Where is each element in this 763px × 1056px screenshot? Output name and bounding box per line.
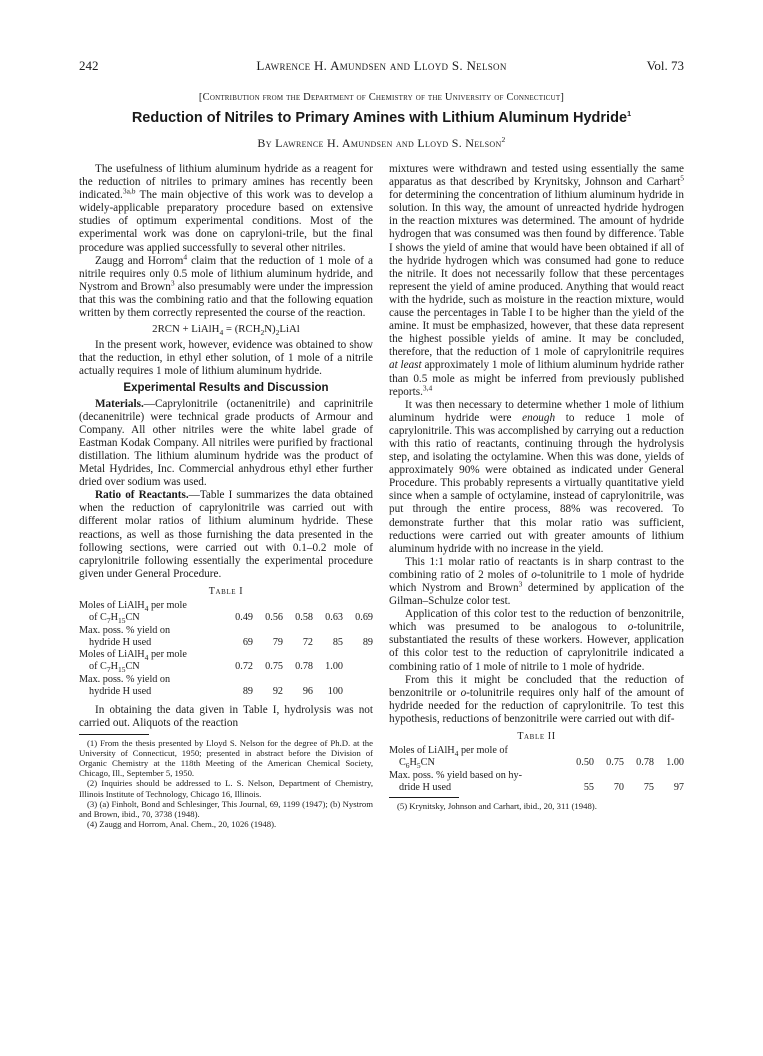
table-cell: 100 <box>327 686 343 698</box>
table-cell <box>343 674 373 686</box>
row-label: Max. poss. % yield based on hy- <box>389 769 522 781</box>
table-cell: 97 <box>673 782 684 794</box>
section-heading: Experimental Results and Discussion <box>123 381 329 394</box>
article-title <box>79 110 684 126</box>
table-cell <box>223 674 253 686</box>
table-cell <box>343 661 373 673</box>
paragraph: From this it might be concluded that the reduction of benzonitrile or o-tolunitrile requires only half of the amount of hydride needed for the reduction of caprylonitrile. To test this hypothesis, reductions of benzonitrile were carried out with dif- <box>389 673 685 725</box>
running-header <box>79 58 684 78</box>
run-in-heading: Materials. <box>95 397 144 410</box>
title-text: Reduction of Nitriles to Primary Amines with Lithium Aluminum Hydride <box>131 110 628 126</box>
table-cell <box>564 770 594 782</box>
left-column <box>79 163 373 829</box>
paragraph: This 1:1 molar ratio of reactants is in sharp contrast to the combining ratio of 2 moles of o-tolunitrile to 1 mole of hydride which Nystrom and Brown$^3$ determined by application of the Gilman–Schulze color test. <box>389 555 685 608</box>
table-cell: 0.75 <box>606 757 624 769</box>
table-cell <box>283 649 313 661</box>
table-cell <box>313 600 343 612</box>
footnote: (3) (a) Finholt, Bond and Schlesinger, This Journal, 69, 1199 (1947); (b) Nystrom and Brown, ibid., 70, 3738 (1948). <box>79 798 373 819</box>
table-cell <box>564 745 594 757</box>
paragraph: In the present work, however, evidence was obtained to show that the reduction, in ethyl ether solution, of 1 mole of a nitrile actually requires 1 mole of lithium aluminum hydride. <box>79 339 373 378</box>
table-cell <box>594 745 624 757</box>
table-row <box>79 674 373 686</box>
row-label: Moles of LiAlH$_4$ per mole <box>79 649 187 663</box>
table-row <box>389 757 684 769</box>
row-label: Moles of LiAlH$_4$ per mole <box>79 600 187 614</box>
paragraph: The usefulness of lithium aluminum hydride as a reagent for the reduction of nitriles to primary amines has recently been indicated.$^{3a,b}$ The main objective of this work was to develop a widely-applicable preparatory procedure based on extensive studies of optimum experimental conditions. Most of the experimental work was done on capryloni-trile, but the final procedure was applied successfully to several other nitriles. <box>79 163 373 254</box>
footnote: (2) Inquiries should be addressed to L. S. Nelson, Department of Chemistry, Illinois Institute of Technology, Chicago 16, Illinois. <box>79 778 373 799</box>
reaction-equation: 2RCN + LiAlH$_4$ = $(RCH_2N)_2LiAl$ <box>152 323 300 338</box>
table-cell: 0.69 <box>355 612 373 624</box>
table-row <box>79 625 373 637</box>
table-cell <box>343 625 373 637</box>
right-column <box>389 163 684 812</box>
paragraph: It was then necessary to determine whether 1 mole of lithium aluminum hydride were enough to reduce 1 mole of caprylonitrile. This was accomplished by carrying out a reduction with this ratio of reactants, continuing through the hydrolysis step, and isolating the octylamine. When this was done, yields of approximately 90% were obtained as indicated under General Procedure. This probably represents a virtually quantitative yield since when a sample of octylamine, instead of caprylonitrile, was put through the entire process, 88% was recovered. To demonstrate further that this molar ratio was sufficient, reductions were carried out with greater amounts of lithium aluminum hydride with no increase in the yield. <box>389 398 685 555</box>
table-1 <box>79 600 373 698</box>
footnote-rule <box>79 734 149 735</box>
table-row <box>389 770 684 782</box>
table-cell <box>223 600 253 612</box>
table-cell <box>313 625 343 637</box>
table-row <box>79 686 373 698</box>
table-row <box>79 661 373 673</box>
table-cell: 72 <box>302 636 313 648</box>
table-cell: 0.56 <box>265 612 283 624</box>
table-cell: 70 <box>613 782 624 794</box>
footnote-rule <box>389 797 459 798</box>
table-cell: 55 <box>583 782 594 794</box>
table-caption: Table I <box>208 585 244 597</box>
row-label: hydride H used <box>89 636 152 648</box>
table-cell: 75 <box>643 782 654 794</box>
table-row <box>79 637 373 649</box>
byline <box>79 136 684 151</box>
table-row <box>389 745 684 757</box>
table-cell <box>283 600 313 612</box>
table-row <box>79 600 373 612</box>
table-cell <box>253 649 283 661</box>
table-cell: 1.00 <box>666 757 684 769</box>
paragraph: In obtaining the data given in Table I, hydrolysis was not carried out. Aliquots of the reaction <box>79 704 373 730</box>
table-cell <box>283 674 313 686</box>
table-cell: 89 <box>242 686 253 698</box>
row-label: Max. poss. % yield on <box>79 673 171 685</box>
byline-footnote-mark: 2 <box>501 135 506 144</box>
table-cell: 96 <box>302 686 313 698</box>
table-cell <box>343 649 373 661</box>
table-cell: 79 <box>272 636 283 648</box>
table-2 <box>389 745 684 794</box>
volume-label: Vol. 73 <box>646 58 684 73</box>
table-cell <box>624 745 654 757</box>
page-number: 242 <box>79 58 99 73</box>
table-row <box>79 612 373 624</box>
paragraph-ratio: Ratio of Reactants.—Table I summarizes the data obtained when the reduction of caprylonitrile was carried out with different molar ratios of lithium aluminum hydride. These reactions, as well as those furnishing the data presented in the following sections, were carried out with 0.1–0.2 mole of caprylonitrile following essentially the experimental procedure given under General Procedure. <box>79 489 373 580</box>
table-cell <box>253 674 283 686</box>
contribution-line: [Contribution from the Department of Chemistry of the University of Connecticut] <box>198 92 565 103</box>
paragraph: Application of this color test to the reduction of benzonitrile, which was presumed to be analogous to o-tolunitrile, substantiated the results of these workers. However, application of this color test to the reduction of caprylonitrile indicated a combining ratio of 1 mole of nitrile to 1 mole of hydride. <box>389 608 684 673</box>
table-row <box>79 649 373 661</box>
row-label: of $C_7H_{15}CN$ <box>89 661 140 675</box>
table-cell <box>283 625 313 637</box>
table-cell: 0.78 <box>636 757 654 769</box>
footnotes-right <box>389 797 684 811</box>
row-label: Moles of LiAlH$_4$ per mole of <box>389 745 508 759</box>
table-caption: Table II <box>517 731 556 743</box>
table-cell <box>223 625 253 637</box>
table-cell: 85 <box>332 636 343 648</box>
footnotes-left <box>79 734 373 830</box>
running-title: Lawrence H. Amundsen and Lloyd S. Nelson <box>256 58 507 73</box>
table-cell <box>343 686 373 698</box>
table-cell: 92 <box>272 686 283 698</box>
table-cell: 0.58 <box>295 612 313 624</box>
table-cell: 69 <box>242 636 253 648</box>
table-cell: 0.49 <box>235 612 253 624</box>
paragraph: Zaugg and Horrom$^4$ claim that the reduction of 1 mole of a nitrile requires only 0.5 mole of lithium aluminum hydride, and Nystrom and Brown$^3$ also presumably were under the impression that this was the combining ratio and that the following equation written by them correctly represented the course of the reaction. <box>79 251 374 320</box>
row-label: Max. poss. % yield on <box>79 624 171 636</box>
row-label: of $C_7H_{15}CN$ <box>89 612 140 626</box>
table-cell: 0.78 <box>295 661 313 673</box>
footnote: (4) Zaugg and Horrom, Anal. Chem., 20, 1026 (1948). <box>87 819 277 830</box>
table-cell: 0.72 <box>235 661 253 673</box>
table-cell <box>313 649 343 661</box>
paragraph-materials: Materials.—Caprylonitrile (octanenitrile) and caprinitrile (decanenitrile) were technical grade products of Armour and Company. All other nitriles were the white label grade of Eastman Kodak Company. All nitriles were purified by fractional distillation. The lithium aluminum hydride was the product of Metal Hydrides, Inc. Commercial anhydrous ethyl ether further dried over sodium was used. <box>79 397 373 489</box>
footnote: (1) From the thesis presented by Lloyd S. Nelson for the degree of Ph.D. at the University of Connecticut, 1950; presented in abstract before the Division of Organic Chemistry at the 118th Meeting of the American Chemical Society, Chicago, Ill., September 5, 1950. <box>79 737 373 779</box>
run-in-heading: Ratio of Reactants. <box>95 489 189 502</box>
table-cell: 89 <box>362 636 373 648</box>
table-cell <box>313 674 343 686</box>
table-cell <box>223 649 253 661</box>
table-cell: 0.75 <box>265 661 283 673</box>
table-cell <box>594 770 624 782</box>
title-footnote-mark: 1 <box>627 109 632 119</box>
table-row <box>389 782 684 794</box>
table-cell: 1.00 <box>325 661 343 673</box>
table-cell <box>253 625 283 637</box>
paragraph: mixtures were withdrawn and tested using essentially the same apparatus as that described by Krynitsky, Johnson and Carhart$^5$ for determining the concentration of lithium aluminum hydride in solution. In this way, the amount of unreacted hydride hydrogen in the reaction mixtures was determined. The amount of hydride hydrogen that was consumed was then found by difference. Table I shows the yield of amine that would have been obtained if all of the hydride hydrogen which was consumed had gone to reduce the nitrile. It does not necessarily follow that these percentages represent the yield of amine produced. Anything that would react with the hydride, such as moisture in the reaction mixture, would cause the percentages in Table I to be higher than the yield of the amine. It must be emphasized, however, that these data represent the highest possible yields of amine. It may be concluded, therefore, that the reduction of 1 mole of caprylonitrile requires at least approximately 1 mole of lithium aluminum hydride rather than 0.5 mole as might be inferred from previously published reports.$^{3,4}$ <box>389 163 684 398</box>
row-label: $C_6H_5CN$ <box>399 757 435 771</box>
table-cell: 0.50 <box>576 757 594 769</box>
table-cell: 0.63 <box>325 612 343 624</box>
table-cell <box>654 745 684 757</box>
footnote: (5) Krynitsky, Johnson and Carhart, ibid., 20, 311 (1948). <box>397 801 597 812</box>
table-cell <box>253 600 283 612</box>
row-label: hydride H used <box>89 686 152 698</box>
row-label: dride H used <box>399 782 452 794</box>
byline-text: By Lawrence H. Amundsen and Lloyd S. Nelson <box>257 136 502 150</box>
table-cell <box>654 770 684 782</box>
table-cell <box>624 770 654 782</box>
table-cell <box>343 600 373 612</box>
